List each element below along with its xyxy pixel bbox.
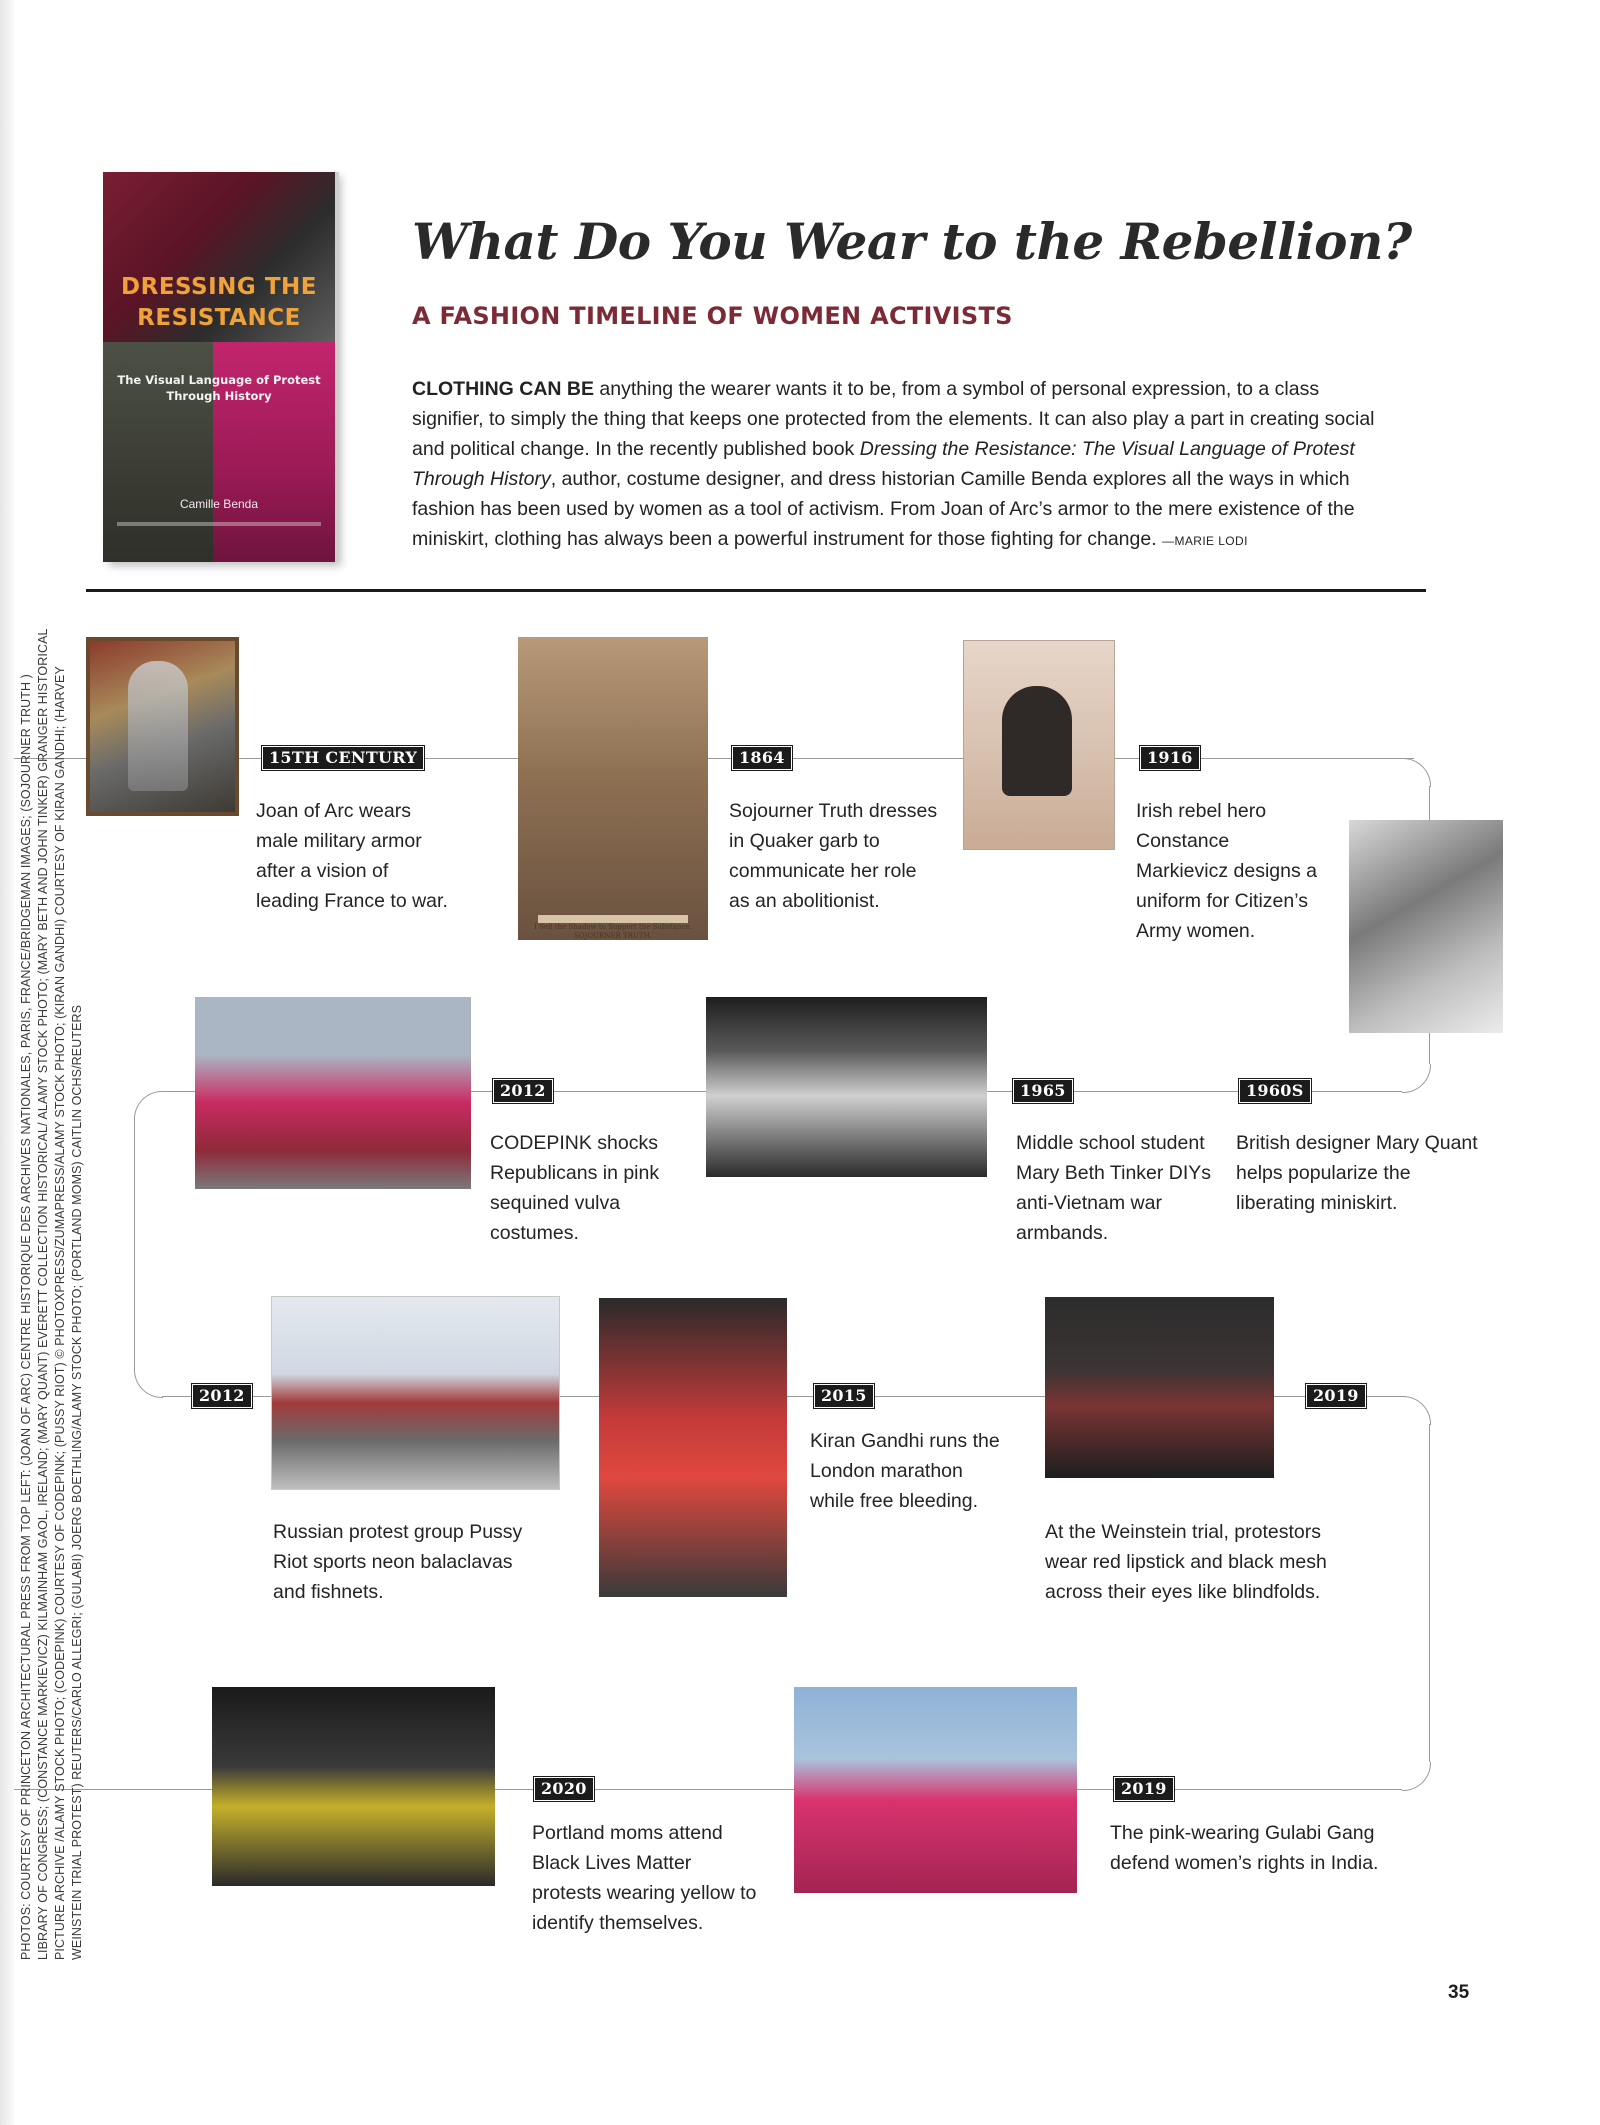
timeline-corner — [134, 1369, 163, 1398]
year-label: 15TH CENTURY — [262, 746, 424, 770]
year-label: 1965 — [1013, 1079, 1073, 1103]
constance-markievicz-photo — [963, 640, 1115, 850]
scan-edge — [0, 0, 14, 2125]
intro-byline: —MARIE LODI — [1162, 534, 1248, 548]
year-label: 2019 — [1306, 1384, 1366, 1408]
timeline-caption: Sojourner Truth dresses in Quaker garb to communicate her role as an abolitionist. — [729, 800, 938, 912]
section-divider — [86, 589, 1426, 592]
year-label: 2019 — [1114, 1777, 1174, 1801]
year-label: 2020 — [534, 1777, 594, 1801]
timeline-caption: Kiran Gandhi runs the London marathon while free bleeding. — [810, 1430, 1000, 1512]
year-label: 1864 — [732, 746, 792, 770]
book-subtitle: The Visual Language of Protest Through History — [117, 373, 321, 403]
mary-quant-photo — [1349, 820, 1503, 1033]
timeline-line — [1429, 1424, 1430, 1762]
year-label: 1960S — [1239, 1079, 1311, 1103]
timeline-caption: The pink-wearing Gulabi Gang defend women’s rights in India. — [1110, 1822, 1379, 1874]
year-label: 2015 — [814, 1384, 874, 1408]
timeline-corner — [134, 1091, 163, 1120]
year-label: 2012 — [493, 1079, 553, 1103]
book-author: Camille Benda — [179, 497, 259, 511]
intro-paragraph — [412, 374, 1384, 556]
timeline-line — [134, 1119, 135, 1369]
photo-credits: PHOTOS: COURTESY OF PRINCETON ARCHITECTURAL PRESS FROM TOP LEFT: (JOAN OF ARC) CENTRE HISTORIQUE DES ARCHIVES NATIONALES, PARIS, FRANCE/BRIDGEMAN IMAGES; (SOJOURNER TRUTH ) LIBRARY OF CONGRESS; (CONSTANCE MARKIEVICZ) KILMAINHAM GAOL, IRELAND; (MARY QUANT) EVERETT COLLECTION HISTORICAL/ ALAMY STOCK PHOTO; (MARY BETH AND JOHN TINKER) GRANGER HISTORICAL PICTURE ARCHIVE /ALAMY STOCK PHOTO; (CODEPINK) COURTESY OF CODEPINK; (PUSSY RIOT) © PHOTOXPRESS/ZUMAPRESS/ALAMY STOCK PHOTO; (KIRAN GANDHI) COURTESY OF KIRAN GANDHI; (HARVEY WEINSTEIN TRIAL PROTEST) REUTERS/CARLO ALLEGRI; (GULABI) JOERG BOETHLING/ALAMY STOCK PHOTO; (PORTLAND MOMS) CAITLIN OCHS/REUTERS — [19, 628, 84, 1960]
timeline-corner — [1402, 1762, 1431, 1791]
timeline-caption: Irish rebel hero Constance Markievicz designs a uniform for Citizen’s Army women. — [1136, 800, 1317, 942]
weinstein-trial-photo — [1045, 1297, 1274, 1478]
timeline-corner — [1402, 1396, 1431, 1425]
intro-lead: CLOTHING CAN BE — [412, 378, 594, 400]
joan-of-arc-photo — [86, 637, 239, 816]
timeline-corner — [1402, 758, 1431, 787]
year-label: 1916 — [1140, 746, 1200, 770]
book-title: DRESSING THE RESISTANCE — [121, 274, 317, 331]
timeline-caption: Portland moms attend Black Lives Matter protests wearing yellow to identify themselves. — [532, 1822, 757, 1934]
tinker-armbands-photo — [706, 997, 987, 1177]
timeline-corner — [1402, 1064, 1431, 1093]
timeline-caption: Joan of Arc wears male military armor after a vision of leading France to war. — [256, 800, 448, 912]
intro-text-2: , author, costume designer, and dress historian Camille Benda explores all the ways in which fashion has been used by women as a tool of activism. From Joan of Arc’s armor to the mere existence of the miniskirt, clothing has always been a powerful instrument for those fighting for change. — [412, 468, 1355, 550]
book-cover — [103, 172, 335, 562]
timeline-caption: At the Weinstein trial, protestors wear red lipstick and black mesh across their eyes like blindfolds. — [1045, 1521, 1327, 1603]
pussy-riot-photo — [271, 1296, 560, 1490]
subhead: A FASHION TIMELINE OF WOMEN ACTIVISTS — [412, 302, 1013, 330]
intro-text-1: anything the wearer wants it to be, from a symbol of personal expression, to a class signifier, to simply the thing that keeps one protected from the elements. It can also play a part in creating social and political change. In the recently published book — [412, 378, 1375, 460]
intro-book-title: Dressing the Resistance: The Visual Language of Protest Through History — [412, 438, 1355, 490]
timeline-caption: Middle school student Mary Beth Tinker DIYs anti-Vietnam war armbands. — [1016, 1132, 1212, 1244]
codepink-photo — [195, 997, 471, 1189]
sojourner-truth-photo — [518, 637, 708, 940]
timeline-caption: Russian protest group Pussy Riot sports neon balaclavas and fishnets. — [273, 1521, 523, 1603]
sojourner-photo-caption: I Sell the Shadow to Support the Substance. SOJOURNER TRUTH. — [534, 923, 692, 940]
page-number: 35 — [1448, 1982, 1470, 2003]
timeline-caption: CODEPINK shocks Republicans in pink sequined vulva costumes. — [490, 1132, 660, 1244]
book-cover-footer — [117, 522, 321, 526]
portland-moms-photo — [212, 1687, 495, 1886]
headline: What Do You Wear to the Rebellion? — [412, 212, 1412, 271]
year-label: 2012 — [192, 1384, 252, 1408]
kiran-gandhi-photo — [599, 1298, 787, 1597]
timeline-caption: British designer Mary Quant helps popularize the liberating miniskirt. — [1236, 1132, 1478, 1214]
gulabi-gang-photo — [794, 1687, 1077, 1893]
